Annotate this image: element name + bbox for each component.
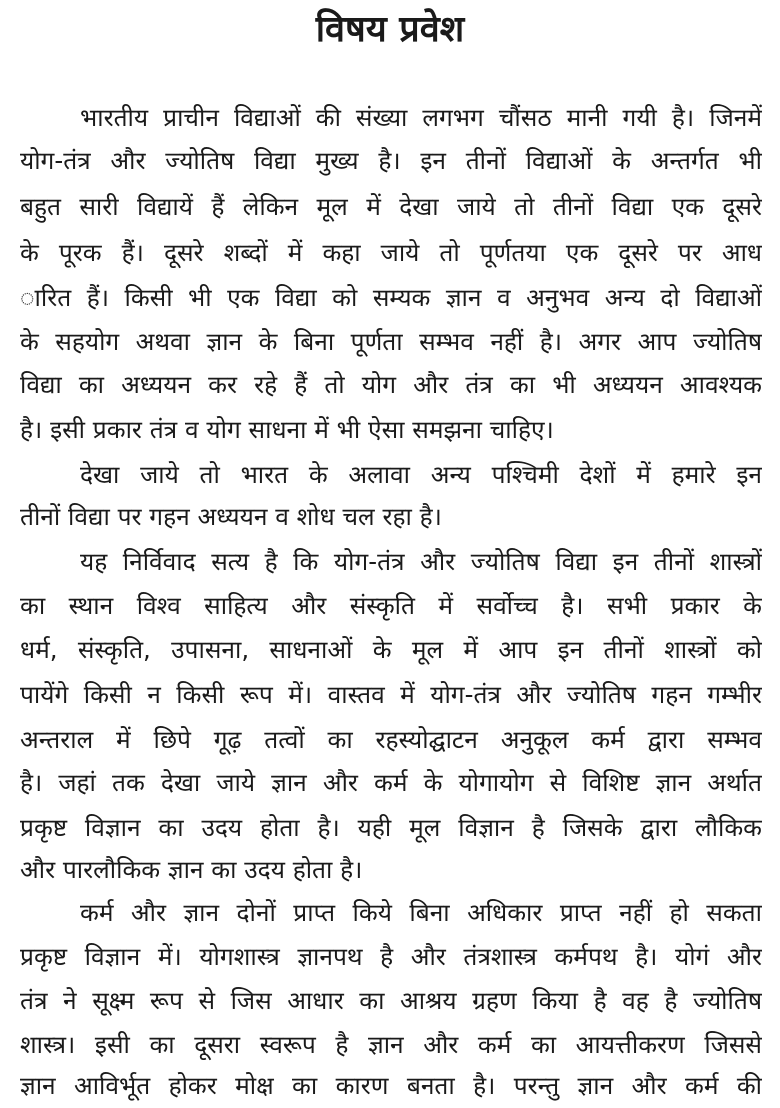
paragraph-1-line-4: के पूरक हैं। दूसरे शब्दों में कहा जाये तो पूर्णतया एक दूसरे पर आध: [20, 238, 762, 267]
paragraph-1-line-6: के सहयोग अथवा ज्ञान के बिना पूर्णता सम्भव नहीं है। अगर आप ज्योतिष: [20, 327, 762, 356]
paragraph-2-line-1: देखा जाये तो भारत के अलावा अन्य पश्चिमी देशों में हमारे इन: [80, 460, 762, 489]
paragraph-1-line-8: है। इसी प्रकार तंत्र व योग साधना में भी ऐसा समझना चाहिए।: [20, 415, 554, 444]
paragraph-1-line-3: बहुत सारी विद्यायें हैं लेकिन मूल में देखा जाये तो तीनों विद्या एक दूसरे: [20, 192, 762, 221]
paragraph-4-line-3: तंत्र ने सूक्ष्म रूप से जिस आधार का आश्रय ग्रहण किया है वह है ज्योतिष: [20, 986, 762, 1015]
paragraph-1-line-1: भारतीय प्राचीन विद्याओं की संख्या लगभग चौंसठ मानी गयी है। जिनमें: [80, 103, 762, 132]
paragraph-1-line-7: विद्या का अध्ययन कर रहे हैं तो योग और तंत्र का भी अध्ययन आवश्यक: [20, 370, 762, 399]
paragraph-4-line-4: शास्त्र। इसी का दूसरा स्वरूप है ज्ञान और कर्म का आयत्तीकरण जिससे: [20, 1030, 762, 1059]
paragraph-3-line-7: प्रकृष्ट विज्ञान का उदय होता है। यही मूल विज्ञान है जिसके द्वारा लौकिक: [20, 813, 762, 842]
paragraph-3-line-6: है। जहां तक देखा जाये ज्ञान और कर्म के योगायोग से विशिष्ट ज्ञान अर्थात: [20, 768, 762, 797]
paragraph-3-line-3: धर्म, संस्कृति, उपासना, साधनाओं के मूल में आप इन तीनों शास्त्रों को: [20, 635, 762, 664]
paragraph-1-line-2: योग-तंत्र और ज्योतिष विद्या मुख्य है। इन तीनों विद्याओं के अन्तर्गत भी: [20, 146, 762, 175]
paragraph-3-line-2: का स्थान विश्व साहित्य और संस्कृति में सर्वोच्च है। सभी प्रकार के: [20, 591, 762, 620]
paragraph-3-line-5: अन्तराल में छिपे गूढ़ तत्वों का रहस्योद्घाटन अनुकूल कर्म द्वारा सम्भव: [20, 725, 762, 754]
paragraph-1-line-5: ारित हैं। किसी भी एक विद्या को सम्यक ज्ञान व अनुभव अन्य दो विद्याओं: [20, 283, 762, 312]
paragraph-4-line-5: ज्ञान आविर्भूत होकर मोक्ष का कारण बनता है। परन्तु ज्ञान और कर्म की: [20, 1071, 762, 1100]
paragraph-3-line-4: पायेंगे किसी न किसी रूप में। वास्तव में योग-तंत्र और ज्योतिष गहन गम्भीर: [20, 680, 762, 709]
paragraph-4-line-1: कर्म और ज्ञान दोनों प्राप्त किये बिना अधिकार प्राप्त नहीं हो सकता: [80, 898, 762, 927]
page-title: विषय प्रवेश: [315, 9, 465, 50]
paragraph-2-line-2: तीनों विद्या पर गहन अध्ययन व शोध चल रहा है।: [20, 502, 442, 531]
paragraph-4-line-2: प्रकृष्ट विज्ञान में। योगशास्त्र ज्ञानपथ है और तंत्रशास्त्र कर्मपथ है। योगं और: [20, 942, 762, 971]
paragraph-3-line-1: यह निर्विवाद सत्य है कि योग-तंत्र और ज्योतिष विद्या इन तीनों शास्त्रों: [80, 547, 762, 576]
paragraph-3-line-8: और पारलौकिक ज्ञान का उदय होता है।: [20, 855, 363, 884]
